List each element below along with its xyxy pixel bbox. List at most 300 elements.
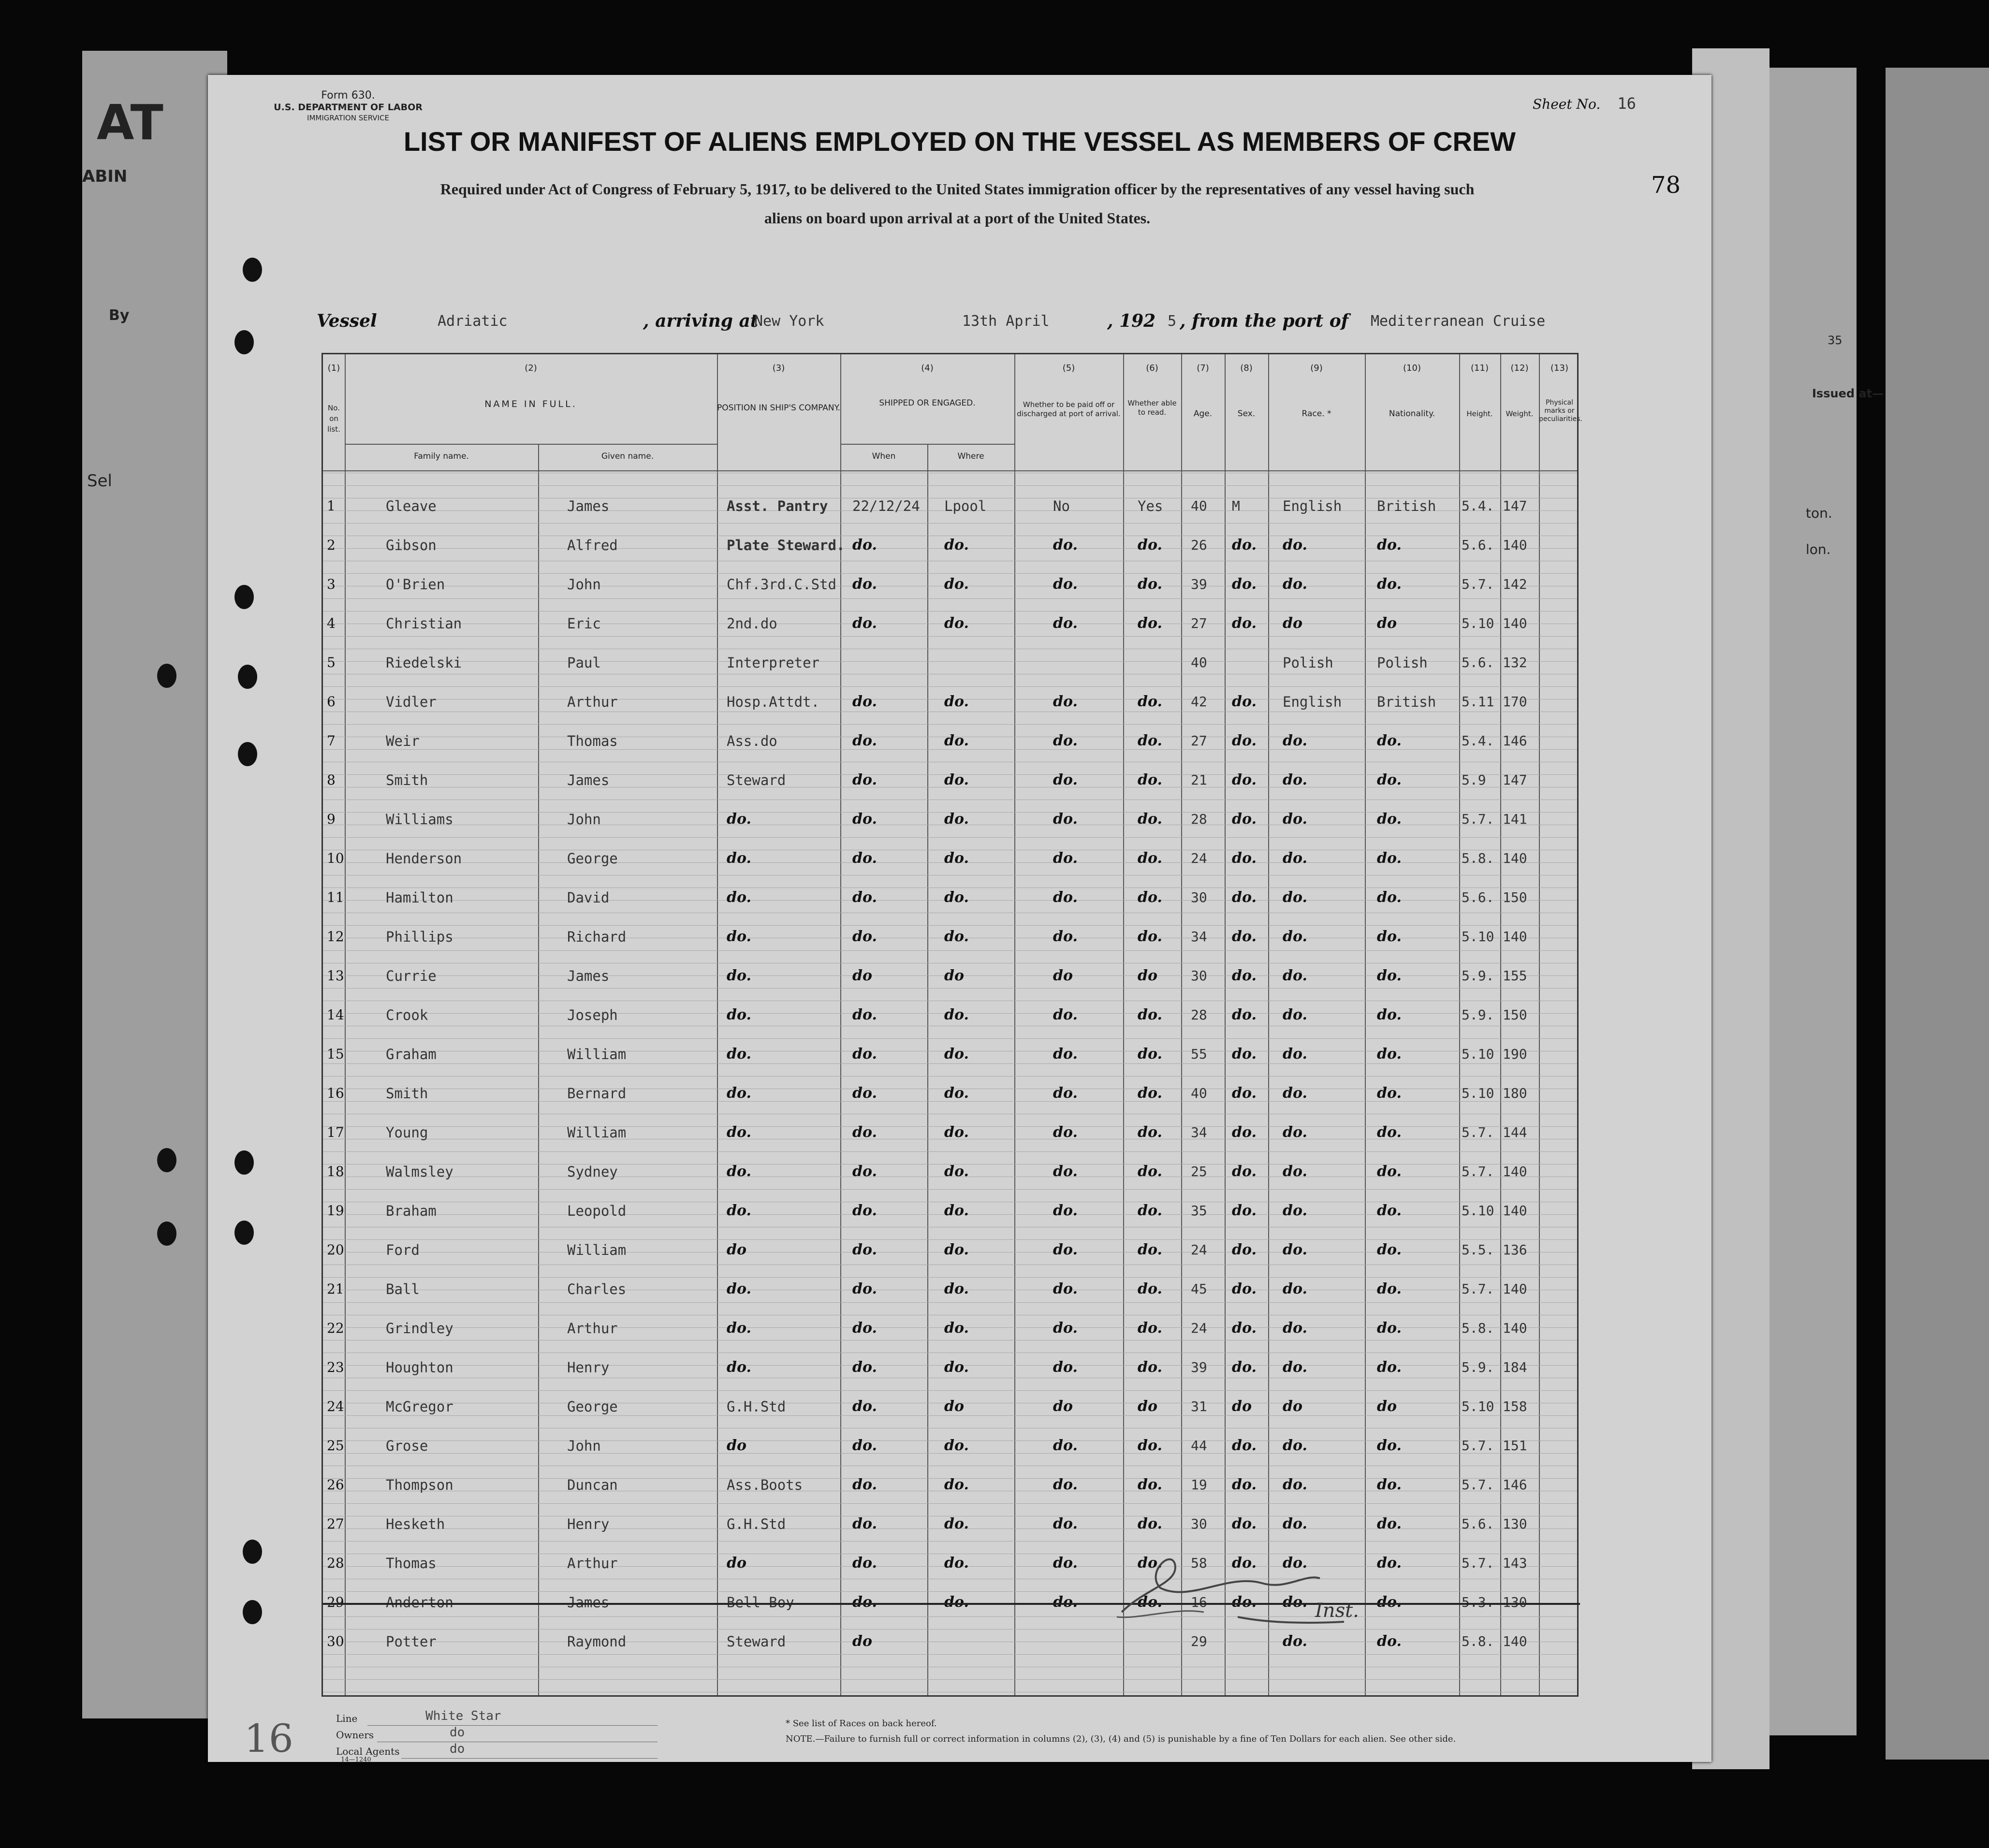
cell-age: 30 [1191,968,1207,984]
cell-position: do. [727,1124,751,1141]
cell-when: do. [852,1320,877,1337]
cell-sex: do. [1232,1281,1257,1297]
cell-family-name: Thompson [386,1477,453,1493]
cell-paid-off: do. [1053,1163,1078,1180]
col-header-given: Given name. [601,451,654,461]
cell-race: do. [1283,928,1307,945]
cell-given-name: Arthur [567,694,618,710]
cell-paid-off: do. [1053,1124,1078,1141]
cell-height: 5.10 [1462,615,1494,631]
cell-family-name: Hesketh [386,1516,445,1532]
cell-no: 5 [327,655,336,670]
cell-given-name: Arthur [567,1555,618,1572]
cell-age: 40 [1191,655,1207,670]
cell-sex: do. [1232,889,1257,906]
cell-position: do. [727,1281,751,1297]
cell-age: 29 [1191,1633,1207,1649]
ruled-line [323,1151,1577,1152]
table-row [323,918,1580,956]
crew-manifest-table [322,353,1582,1697]
cell-where: do. [944,1163,969,1180]
cell-position: do. [727,1085,751,1102]
cell-no: 20 [327,1242,344,1258]
cell-position: Interpreter [727,655,820,671]
cell-nationality: do. [1377,1046,1402,1062]
cell-sex: do. [1232,1359,1257,1376]
cell-where: do. [944,693,969,710]
cell-family-name: Gleave [386,498,437,514]
cell-age: 44 [1191,1438,1207,1454]
cell-weight: 155 [1503,968,1527,984]
cell-paid-off: do. [1053,1594,1078,1611]
cell-sex: do. [1232,537,1257,553]
left-sheet-fragment-at: AT [97,94,163,151]
col-header-sex: Sex. [1237,409,1256,419]
cell-family-name: O'Brien [386,576,445,593]
cell-race: English [1283,498,1342,514]
cell-age: 24 [1191,1242,1207,1258]
cell-no: 18 [327,1164,344,1179]
cell-family-name: Gibson [386,537,437,553]
cell-where: do. [944,1202,969,1219]
table-row [323,1623,1580,1660]
col-header-nationality: Nationality. [1389,409,1435,419]
cell-position: do [727,1555,746,1572]
cell-weight: 147 [1503,498,1527,514]
cell-sex: do. [1232,771,1257,788]
cell-position: Ass.do [727,733,777,749]
table-row [323,605,1580,642]
table-row [323,1075,1580,1112]
cell-height: 5.7. [1462,1164,1494,1179]
cell-given-name: James [567,498,610,514]
cell-where: do. [944,1359,969,1376]
cell-no: 19 [327,1203,344,1219]
cell-given-name: George [567,1398,618,1415]
cell-age: 25 [1191,1164,1207,1179]
cell-family-name: Smith [386,1085,428,1102]
cell-weight: 150 [1503,889,1527,905]
table-row [323,722,1580,760]
cell-weight: 190 [1503,1046,1527,1062]
punch-hole-icon [234,1150,254,1175]
table-row [323,996,1580,1034]
sheet-number: 16 [1617,94,1636,113]
cell-when: do. [852,1124,877,1141]
cell-age: 58 [1191,1555,1207,1571]
cell-able-to-read: do. [1138,1594,1162,1611]
cell-no: 29 [327,1594,344,1610]
cell-no: 15 [327,1046,344,1062]
col-number-13: (13) [1550,363,1568,373]
from-port-label: , from the port of [1180,311,1349,331]
cell-where: do. [944,1437,969,1454]
cell-weight: 140 [1503,1320,1527,1336]
cell-paid-off: do. [1053,1437,1078,1454]
cell-position: do. [727,1163,751,1180]
cell-race: do. [1283,771,1307,788]
cell-able-to-read: do. [1138,537,1162,553]
cell-nationality: do. [1377,1163,1402,1180]
cell-paid-off: do. [1053,889,1078,906]
cell-able-to-read: do [1138,967,1157,984]
cell-where: Lpool [944,498,987,514]
cell-height: 5.6. [1462,1516,1494,1532]
cell-height: 5.10 [1462,1046,1494,1062]
cell-paid-off: No [1053,498,1070,514]
cell-paid-off: do. [1053,1359,1078,1376]
cell-family-name: Ford [386,1242,420,1258]
col-number-8: (8) [1240,363,1253,373]
cell-sex: do. [1232,732,1257,749]
cell-able-to-read: do. [1138,615,1162,632]
sheet-number-block [1533,94,1636,113]
cell-age: 34 [1191,1124,1207,1140]
cell-no: 2 [327,537,336,553]
cell-position: do. [727,1202,751,1219]
cell-able-to-read: do. [1138,1006,1162,1023]
cell-able-to-read: do. [1138,1437,1162,1454]
cell-weight: 151 [1503,1438,1527,1454]
cell-no: 21 [327,1281,344,1297]
cell-age: 30 [1191,889,1207,905]
cell-where: do [944,1398,964,1415]
table-row [323,487,1580,525]
cell-sex: do. [1232,811,1257,828]
cell-no: 9 [327,811,336,827]
cell-nationality: do [1377,1398,1397,1415]
cell-where: do. [944,771,969,788]
cell-paid-off: do. [1053,732,1078,749]
cell-no: 26 [327,1477,344,1493]
cell-family-name: Houghton [386,1359,453,1376]
table-row [323,879,1580,917]
cell-race: do. [1283,1515,1307,1532]
cell-sex: do. [1232,1006,1257,1023]
col-number-12: (12) [1510,363,1529,373]
right-sheet-fragment-issued: Issued at— [1812,387,1884,400]
cell-sex: do. [1232,1476,1257,1493]
cell-weight: 147 [1503,772,1527,788]
races-note: * See list of Races on back hereof. [786,1718,937,1729]
cell-age: 45 [1191,1281,1207,1297]
cell-no: 30 [327,1633,344,1649]
cell-when: do. [852,850,877,867]
cell-given-name: Eric [567,615,601,632]
cell-race: do. [1283,1594,1307,1611]
right-sheet-fragment-ton: ton. [1806,505,1832,521]
cell-height: 5.10 [1462,1085,1494,1101]
cell-weight: 158 [1503,1398,1527,1414]
cell-paid-off: do. [1053,771,1078,788]
cell-given-name: John [567,576,601,593]
left-sheet-fragment-sel: Sel [87,471,112,491]
cell-when: do. [852,576,877,593]
col-header-no: No. on list. [327,404,340,434]
cell-where: do. [944,889,969,906]
cell-age: 16 [1191,1594,1207,1610]
cell-position: G.H.Std [727,1398,786,1415]
cell-able-to-read: do. [1138,1359,1162,1376]
print-code: 14—1240 [341,1756,371,1763]
cell-able-to-read: Yes [1138,498,1163,514]
punch-hole-icon [238,665,257,689]
manifest-footer [208,1704,1711,1762]
cell-weight: 146 [1503,1477,1527,1493]
underlying-sheet-right [1760,68,1857,1735]
sheet-label: Sheet No. [1533,96,1601,112]
col-header-physical-marks: Physical marks or peculiarities. [1539,399,1582,423]
cell-height: 5.9. [1462,968,1494,984]
subtitle-line-2: aliens on board upon arrival at a port of the United States. [764,209,1151,227]
cell-position: do. [727,967,751,984]
cell-when: do. [852,1594,877,1611]
cell-given-name: Bernard [567,1085,627,1102]
from-port: Mediterranean Cruise [1371,313,1546,330]
cell-paid-off: do. [1053,928,1078,945]
cell-given-name: George [567,850,618,867]
cell-age: 42 [1191,694,1207,710]
cell-age: 55 [1191,1046,1207,1062]
cell-age: 40 [1191,1085,1207,1101]
cell-able-to-read: do. [1138,732,1162,749]
cell-family-name: McGregor [386,1398,453,1415]
cell-age: 39 [1191,576,1207,592]
cell-height: 5.10 [1462,929,1494,945]
cell-able-to-read: do. [1138,1085,1162,1102]
cell-position: do [727,1437,746,1454]
cell-able-to-read: do. [1138,1202,1162,1219]
cell-able-to-read: do. [1138,1555,1162,1572]
cell-when: do. [852,1281,877,1297]
cell-given-name: Joseph [567,1007,618,1023]
cell-height: 5.8. [1462,1633,1494,1649]
cell-given-name: Paul [567,655,601,671]
cell-family-name: Henderson [386,850,462,867]
punch-hole-icon [234,1221,254,1245]
cell-age: 39 [1191,1359,1207,1375]
cell-family-name: Young [386,1124,428,1141]
cell-when: do. [852,615,877,632]
right-sheet-fragment-35: 35 [1828,334,1843,347]
cell-race: do. [1283,1046,1307,1062]
cell-where: do. [944,1124,969,1141]
cell-race: do. [1283,889,1307,906]
cell-height: 5.10 [1462,1203,1494,1219]
cell-weight: 184 [1503,1359,1527,1375]
cell-when: do. [852,1398,877,1415]
cell-nationality: do. [1377,1281,1402,1297]
cell-height: 5.7. [1462,576,1494,592]
underlying-sheet-left [82,51,227,1718]
vessel-label: Vessel [317,311,377,331]
cell-position: do. [727,1359,751,1376]
cell-position: G.H.Std [727,1516,786,1532]
cell-sex: do. [1232,1085,1257,1102]
cell-race: do. [1283,1359,1307,1376]
cell-nationality: Polish [1377,655,1428,671]
cell-nationality: do. [1377,1515,1402,1532]
cell-nationality: do. [1377,1633,1402,1650]
cell-sex: do. [1232,1163,1257,1180]
inspector-signature-text: Inst. [1315,1600,1359,1622]
cell-age: 40 [1191,498,1207,514]
cell-weight: 141 [1503,811,1527,827]
cell-family-name: Currie [386,968,437,984]
cell-nationality: do. [1377,771,1402,788]
col-number-6: (6) [1146,363,1158,373]
cell-position: Steward [727,1633,786,1650]
cell-position: Asst. Pantry [727,498,828,514]
owners-value: do [450,1725,465,1740]
cell-no: 4 [327,615,336,631]
table-row [323,1505,1580,1543]
cell-height: 5.6. [1462,889,1494,905]
cell-when: do. [852,928,877,945]
col-header-when: When [872,451,896,461]
cell-when: do. [852,1359,877,1376]
cell-nationality: do. [1377,1359,1402,1376]
cell-paid-off: do. [1053,615,1078,632]
cell-when: do. [852,1085,877,1102]
table-row [323,761,1580,799]
cell-given-name: William [567,1242,627,1258]
cell-paid-off: do [1053,967,1073,984]
cell-weight: 144 [1503,1124,1527,1140]
cell-height: 5.7. [1462,1477,1494,1493]
cell-able-to-read: do. [1138,1124,1162,1141]
cell-able-to-read: do. [1138,1281,1162,1297]
table-row [323,1153,1580,1191]
cell-able-to-read: do. [1138,1515,1162,1532]
cell-height: 5.8. [1462,1320,1494,1336]
cell-position: do. [727,1006,751,1023]
col-number-10: (10) [1403,363,1421,373]
department-name: U.S. DEPARTMENT OF LABOR [274,102,423,113]
agents-value: do [450,1742,465,1756]
cell-race: do. [1283,1633,1307,1650]
vessel-line [208,307,1711,341]
cell-no: 11 [327,889,344,905]
cell-sex: do. [1232,615,1257,632]
cell-age: 26 [1191,537,1207,553]
cell-family-name: Grindley [386,1320,453,1337]
cell-no: 22 [327,1320,344,1336]
cell-position: do. [727,1320,751,1337]
cell-nationality: do. [1377,811,1402,828]
cell-family-name: Anderton [386,1594,453,1611]
cell-able-to-read: do. [1138,1163,1162,1180]
punch-hole-icon [243,258,262,282]
cell-paid-off: do. [1053,1515,1078,1532]
cell-position: do. [727,1046,751,1062]
cell-when: do. [852,811,877,828]
subheader-divider [840,444,1014,445]
cell-height: 5.3. [1462,1594,1494,1610]
cell-height: 5.7. [1462,811,1494,827]
cell-height: 5.5. [1462,1242,1494,1258]
cell-able-to-read: do. [1138,889,1162,906]
cell-nationality: do. [1377,1555,1402,1572]
cell-able-to-read: do. [1138,811,1162,828]
cell-race: do. [1283,537,1307,553]
cell-nationality: do. [1377,1320,1402,1337]
cell-sex: do. [1232,576,1257,593]
punch-hole-icon [238,742,257,766]
cell-family-name: Thomas [386,1555,437,1572]
col-number-4: (4) [921,363,934,373]
cell-nationality: do. [1377,1241,1402,1258]
col-number-2: (2) [525,363,537,373]
cell-where: do. [944,1085,969,1102]
inspector-signature [1102,1544,1359,1631]
cell-age: 19 [1191,1477,1207,1493]
cell-when: do. [852,1046,877,1062]
cell-given-name: James [567,1594,610,1611]
cell-race: do. [1283,1555,1307,1572]
cell-sex: do. [1232,967,1257,984]
punch-hole-icon [243,1600,262,1624]
cell-able-to-read: do. [1138,1241,1162,1258]
cell-position: Steward [727,772,786,788]
cell-family-name: Riedelski [386,655,462,671]
col-header-age: Age. [1193,409,1213,419]
cell-no: 28 [327,1555,344,1571]
cell-paid-off: do. [1053,1202,1078,1219]
cell-weight: 140 [1503,1281,1527,1297]
col-header-weight: Weight. [1506,409,1534,418]
line-label: Line [336,1713,358,1724]
table-row [323,957,1580,995]
cell-sex: do. [1232,1555,1257,1572]
cell-nationality: do. [1377,732,1402,749]
cell-no: 23 [327,1359,344,1375]
table-row [323,800,1580,838]
cell-weight: 140 [1503,1164,1527,1179]
strikethrough-line [323,1603,1580,1605]
cell-family-name: Grose [386,1438,428,1454]
cell-family-name: Smith [386,772,428,788]
cell-when: do. [852,1006,877,1023]
header-bottom-rule [323,470,1577,471]
cell-age: 30 [1191,1516,1207,1532]
cell-paid-off: do. [1053,1281,1078,1297]
cell-race: do. [1283,1320,1307,1337]
cell-position: Bell Boy [727,1594,794,1611]
cell-given-name: David [567,889,610,906]
cell-race: do. [1283,811,1307,828]
cell-position: do. [727,928,751,945]
cell-sex: do. [1232,693,1257,710]
cell-age: 35 [1191,1203,1207,1219]
table-row [323,1310,1580,1347]
service-name: IMMIGRATION SERVICE [307,114,389,122]
punch-hole-icon [243,1540,262,1564]
cell-given-name: James [567,968,610,984]
cell-age: 28 [1191,1007,1207,1023]
cell-height: 5.7. [1462,1281,1494,1297]
cell-nationality: do. [1377,1476,1402,1493]
left-sheet-fragment-by: By [109,307,130,324]
cell-race: do. [1283,1163,1307,1180]
cell-family-name: Walmsley [386,1164,453,1180]
col-header-race: Race. * [1302,409,1331,419]
cell-given-name: John [567,1438,601,1454]
cell-no: 1 [327,498,336,514]
right-sheet-fragment-lon: lon. [1806,541,1831,557]
cell-where: do. [944,615,969,632]
cell-nationality: do. [1377,1594,1402,1611]
